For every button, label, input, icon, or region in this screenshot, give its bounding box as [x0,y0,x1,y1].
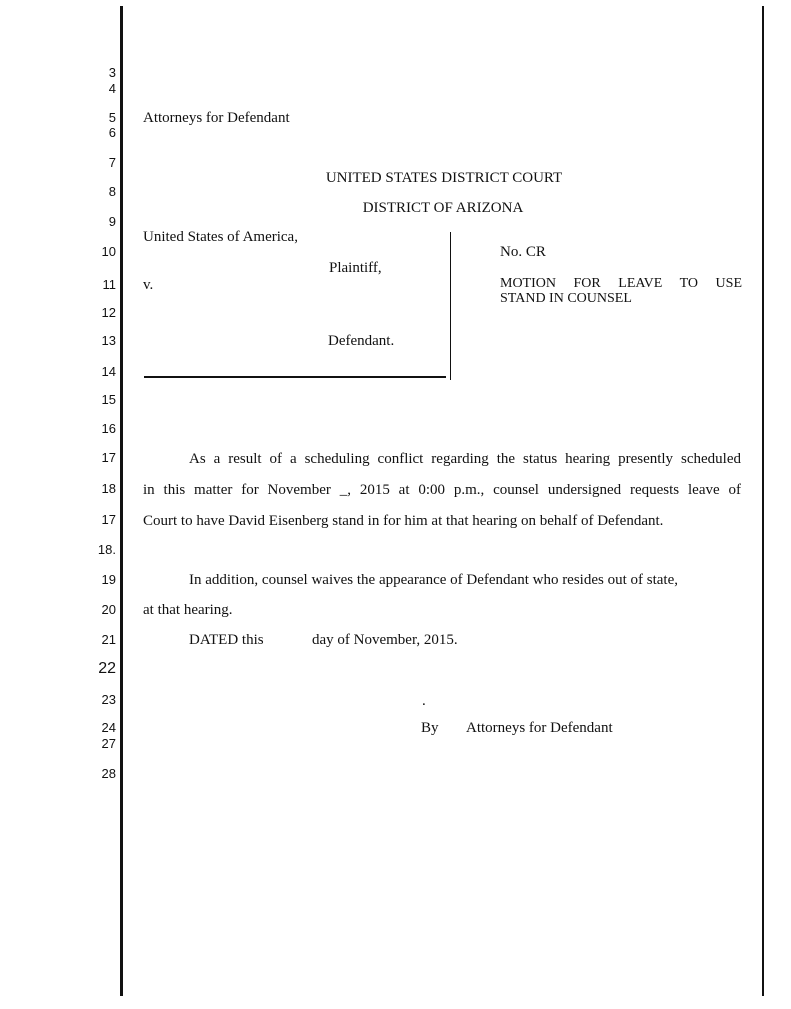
line-number: 27 [101,736,116,751]
caption-vertical-line [450,232,451,380]
line-number: 6 [108,125,116,140]
attorneys-for-defendant-header: Attorneys for Defendant [143,110,290,126]
line-number: 7 [108,155,116,170]
line-number: 11 [102,277,116,292]
court-name: UNITED STATES DISTRICT COURT [325,170,563,186]
line-number: 16 [101,421,116,436]
line-number: 3 [108,65,116,80]
line-number: 18. [97,542,116,557]
line-number: 4 [108,81,116,96]
case-number: No. CR [500,244,546,260]
line-number: 17 [101,512,116,527]
caption-horizontal-line [144,376,446,378]
line-number: 9 [108,214,116,229]
line-number: 21 [101,632,116,647]
signature-dot: . [422,693,426,709]
defendant-label: Defendant. [328,333,395,349]
district-name: DISTRICT OF ARIZONA [362,200,524,216]
line-number: 19 [101,572,116,587]
line-number: 24 [101,720,116,735]
line-number: 17 [101,450,116,465]
left-margin-rule [120,6,123,996]
line-number: 12 [101,305,116,320]
paragraph-1-line-2: in this matter for November _, 2015 at 0:00 p.m., counsel undersigned requests leave of [143,482,741,498]
right-margin-rule [762,6,764,996]
line-number: 5 [108,110,116,125]
plaintiff-label: Plaintiff, [329,260,382,276]
paragraph-1-line-1: As a result of a scheduling conflict regarding the status hearing presently scheduled [189,451,741,467]
plaintiff-name: United States of America, [143,229,298,245]
line-number: 14 [101,364,116,379]
signature-by: By [421,720,439,736]
paragraph-1-line-3: Court to have David Eisenberg stand in for him at that hearing on behalf of Defendant. [143,513,664,529]
motion-title-line-2: STAND IN COUNSEL [500,291,632,306]
line-number: 15 [101,392,116,407]
dated-day-of-month: day of November, 2015. [312,632,458,648]
line-number: 28 [101,766,116,781]
versus: v. [143,277,154,293]
line-number: 8 [108,184,116,199]
motion-title-line-1: MOTION FOR LEAVE TO USE [500,276,742,291]
line-number: 13 [101,333,116,348]
line-number: 18 [101,481,116,496]
line-number: 23 [101,692,116,707]
paragraph-2-line-2: at that hearing. [143,602,233,618]
line-number: 20 [101,602,116,617]
line-number: 22 [98,660,116,677]
line-number: 10 [101,244,116,259]
signature-attorneys: Attorneys for Defendant [466,720,613,736]
paragraph-2-line-1: In addition, counsel waives the appearance of Defendant who resides out of state, [189,572,678,588]
dated-this: DATED this [189,632,264,648]
